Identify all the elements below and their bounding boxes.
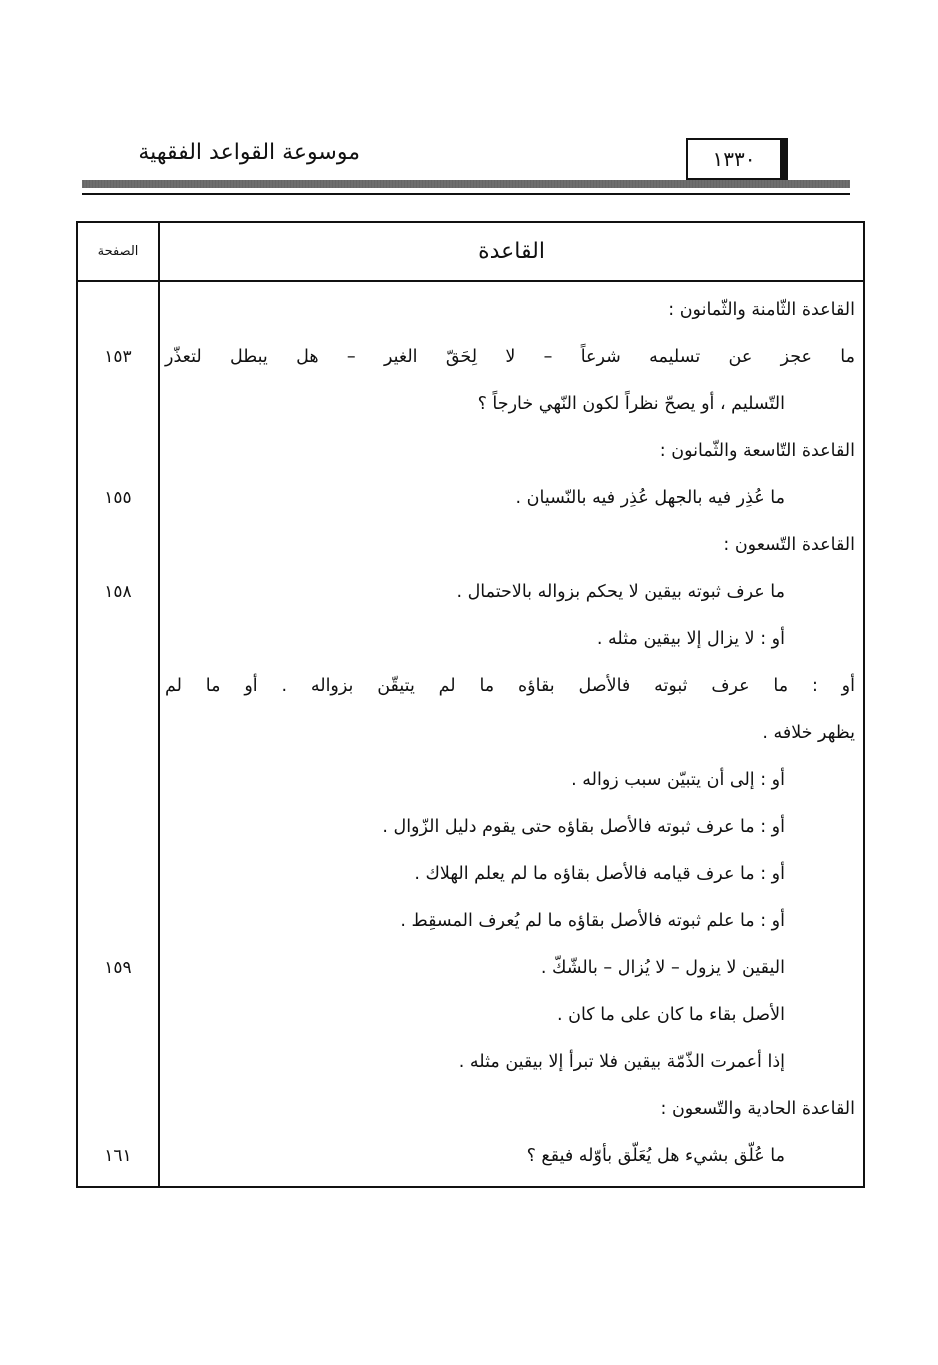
table-row: [78, 436, 863, 483]
column-header-page: الصفحة: [97, 244, 139, 259]
row-page-number: [78, 624, 158, 671]
table-row: [78, 812, 863, 859]
rule-text: أو : ما عرف ثبوته فالأصل بقاؤه حتى يقوم دليل الزّوال .: [382, 817, 785, 837]
row-page-number: [78, 1000, 158, 1047]
header-row-divider: [78, 280, 863, 282]
rule-heading: القاعدة التّسعون :: [723, 535, 855, 555]
row-page-number: ١٥٨: [104, 582, 132, 602]
index-table: [76, 221, 865, 1188]
row-page-number: [78, 530, 158, 577]
rule-text: التّسليم ، أو يصحّ نظراً لكون النّهي خارجاً ؟: [477, 394, 785, 414]
row-page-number: [78, 765, 158, 812]
table-row: [78, 577, 863, 624]
row-page-number: [78, 1094, 158, 1141]
table-row: [78, 624, 863, 671]
table-row: [78, 859, 863, 906]
rule-text: ما عُلّق بشيء هل يُعَلّق بأوّله فيقع ؟: [526, 1146, 785, 1166]
rule-heading: القاعدة الثّامنة والثّمانون :: [668, 300, 855, 320]
row-page-number: ١٥٥: [104, 488, 132, 508]
rule-text: أو : إلى أن يتبيّن سبب زواله .: [571, 770, 785, 790]
row-page-number: [78, 906, 158, 953]
table-row: [78, 530, 863, 577]
rule-text: أو : ما علم ثبوته فالأصل بقاؤه ما لم يُعرف المسقِط .: [400, 911, 785, 931]
table-row: [78, 389, 863, 436]
row-page-number: [78, 295, 158, 342]
rule-text: اليقين لا يزول – لا يُزال – بالشّكّ .: [540, 958, 785, 978]
rule-text: أو : لا يزال إلا بيقين مثله .: [596, 629, 785, 649]
row-page-number: [78, 718, 158, 765]
rule-text: أو : ما عرف قيامه فالأصل بقاؤه ما لم يعلم الهلاك .: [414, 864, 785, 884]
rule-text: الأصل بقاء ما كان على ما كان .: [556, 1005, 785, 1025]
table-row: [78, 342, 863, 389]
table-row: [78, 765, 863, 812]
table-row: [78, 1000, 863, 1047]
table-row: [78, 1141, 863, 1188]
row-page-number: [78, 812, 158, 859]
table-row: [78, 295, 863, 342]
table-row: [78, 906, 863, 953]
rule-text: إذا أعمرت الذّمّة بيقين فلا تبرأ إلا بيقين مثله .: [458, 1052, 785, 1072]
rule-heading: القاعدة التّاسعة والثّمانون :: [659, 441, 855, 461]
header-decorative-bar: [82, 180, 850, 188]
row-page-number: ١٥٩: [104, 958, 132, 978]
row-page-number: ١٥٣: [104, 347, 132, 367]
column-header-rule: القاعدة: [478, 239, 545, 264]
row-page-number: [78, 671, 158, 718]
row-page-number: [78, 859, 158, 906]
row-page-number: [78, 436, 158, 483]
table-row: [78, 1094, 863, 1141]
row-page-number: ١٦١: [104, 1146, 132, 1166]
table-row: [78, 953, 863, 1000]
rule-text: ما عجز عن تسليمه شرعاً – لا لِحَقّ الغير – هل يبطل لتعذّر: [165, 347, 855, 367]
table-row: [78, 718, 863, 765]
rule-heading: يظهر خلافه .: [762, 723, 855, 743]
rule-text: أو : ما عرف ثبوته فالأصل بقاؤه ما لم يتيقّن بزواله . أو ما لم: [165, 676, 855, 696]
rule-heading: القاعدة الحادية والتّسعون :: [660, 1099, 855, 1119]
rule-text: ما عرف ثبوته بيقين لا يحكم بزواله بالاحتمال .: [456, 582, 785, 602]
page-number: ١٣٣٠: [686, 138, 782, 180]
table-row: [78, 483, 863, 530]
rule-text: ما عُذِر فيه بالجهل عُذِر فيه بالنّسيان .: [515, 488, 785, 508]
running-header-title: موسوعة القواعد الفقهية: [138, 140, 360, 165]
table-body: [78, 295, 863, 1188]
table-row: [78, 671, 863, 718]
row-page-number: [78, 1047, 158, 1094]
table-row: [78, 1047, 863, 1094]
header-rule-line: [82, 193, 850, 195]
row-page-number: [78, 389, 158, 436]
